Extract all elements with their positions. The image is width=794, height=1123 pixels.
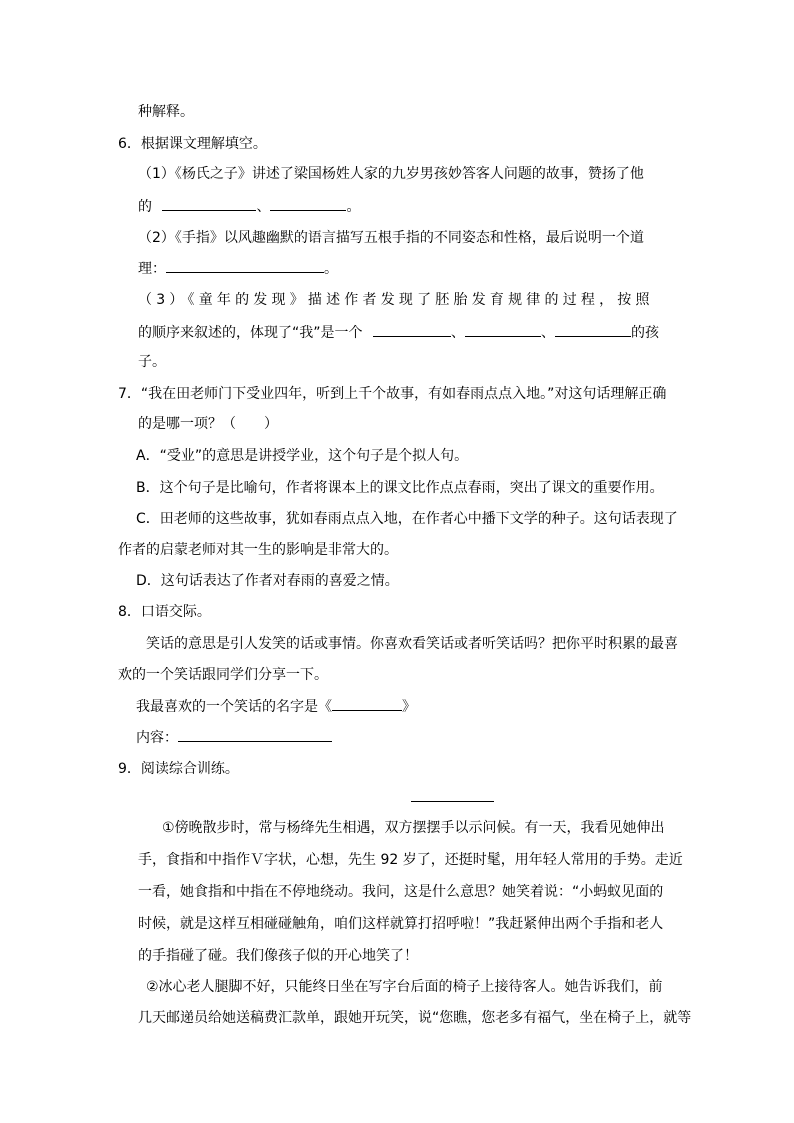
passage-line: 几天邮递员给她送稿费汇款单，跟她开玩笑，说“您瞧，您老多有福气，坐在椅子上，就等 [138, 1010, 692, 1026]
q6-item3-end: 的孩 [630, 325, 659, 341]
passage-line: 的手指碰了碰。我们像孩子似的开心地笑了！ [138, 948, 418, 964]
option-d[interactable]: D．这句话表达了作者对春雨的喜爱之情。 [136, 573, 399, 589]
q6-item3-prefix: 的顺序来叙述的，体现了“我”是一个 [138, 325, 363, 341]
passage-line: 时候，就是这样互相碰碰触角，咱们这样就算打招呼啦！”我赶紧伸出两个手指和老人 [138, 916, 664, 932]
q8-paragraph-line1: 笑话的意思是引人发笑的话或事情。你喜欢看笑话或者听笑话吗？把你平时积累的最喜 [146, 636, 678, 652]
question-8-title: 8．口语交际。 [118, 604, 211, 620]
q8-joke-name-line [136, 696, 416, 717]
passage-line: 一看，她食指和中指在不停地绕动。我问，这是什么意思？她笑着说：“小蚂蚁见面的 [138, 884, 664, 900]
q8-paragraph-line2: 欢的一个笑话跟同学们分享一下。 [118, 667, 328, 683]
answer-blank[interactable] [373, 322, 451, 337]
option-c[interactable]: C．田老师的这些故事，犹如春雨点点入地，在作者心中播下文学的种子。这句话表现了 [136, 511, 678, 527]
separator: 、 [450, 325, 465, 341]
q6-item1-prefix: 的 [138, 199, 152, 215]
q6-item2-line2 [138, 258, 338, 279]
content-prefix: 内容： [136, 730, 178, 746]
joke-name-end: 》 [402, 699, 416, 715]
option-b[interactable]: B．这个句子是比喻句，作者将课本上的课文比作点点春雨，突出了课文的重要作用。 [136, 480, 664, 496]
answer-blank[interactable] [178, 727, 332, 742]
q6-item2-line1: （2）《手指》以风趣幽默的语言描写五根手指的不同姿态和性格，最后说明一个道 [138, 230, 644, 246]
q6-item3-line2 [138, 322, 659, 343]
answer-blank[interactable] [465, 322, 541, 337]
separator: 、 [256, 199, 271, 215]
answer-blank[interactable] [166, 258, 324, 273]
passage-line: 手，食指和中指作Ｖ字状，心想，先生 92 岁了，还挺时髦，用年轻人常用的手势。走近 [138, 852, 683, 868]
answer-blank[interactable] [332, 696, 402, 711]
q6-item1-end: 。 [346, 199, 361, 215]
answer-blank[interactable] [555, 322, 631, 337]
question-6-title: 6．根据课文理解填空。 [118, 136, 267, 152]
q6-item2-end: 。 [324, 261, 338, 277]
reading-title-blank [411, 801, 494, 802]
question-9-title: 9．阅读综合训练。 [118, 761, 239, 777]
q6-item1-line1: （1）《杨氏之子》讲述了梁国杨姓人家的九岁男孩妙答客人问题的故事，赞扬了他 [138, 166, 644, 182]
question-7-stem: 7．“我在田老师门下受业四年，听到上千个故事，有如春雨点点入地。”对这句话理解正确 [118, 386, 667, 402]
answer-blank[interactable] [270, 196, 346, 211]
answer-blank[interactable] [162, 196, 256, 211]
passage-line: ②冰心老人腿脚不好，只能终日坐在写字台后面的椅子上接待客人。她告诉我们，前 [146, 979, 663, 995]
q6-item3-line1: （3）《童年的发现》描述作者发现了胚胎发育规律的过程，按照 [138, 292, 654, 308]
option-c-cont: 作者的启蒙老师对其一生的影响是非常大的。 [118, 542, 398, 558]
q8-content-line [136, 727, 332, 748]
q6-item2-prefix: 理： [138, 261, 166, 277]
separator: 、 [540, 325, 555, 341]
question-7-stem-cont: 的是哪一项？（ ） [138, 416, 278, 432]
q6-item1-line2 [138, 196, 360, 217]
q6-item3-line3: 子。 [138, 354, 166, 370]
text-line: 种解释。 [138, 104, 194, 120]
option-a[interactable]: A．“受业”的意思是讲授学业，这个句子是个拟人句。 [136, 448, 469, 464]
passage-line: ①傍晚散步时，常与杨绛先生相遇，双方摆摆手以示问候。有一天，我看见她伸出 [162, 820, 665, 836]
joke-name-prefix: 我最喜欢的一个笑话的名字是《 [136, 699, 332, 715]
